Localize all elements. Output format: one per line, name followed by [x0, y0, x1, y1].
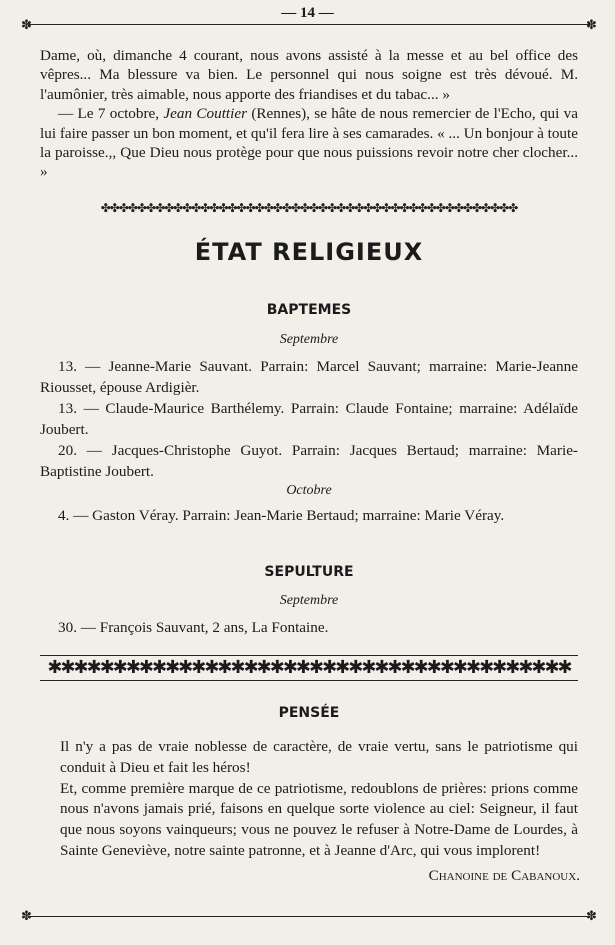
- sepulture-heading: SEPULTURE: [264, 564, 354, 580]
- list-item: 13. — Claude-Maurice Barthélemy. Parrain: Claude Fontaine; marraine: Adélaïde Joubert.: [40, 400, 578, 438]
- soldier-name: Jean Couttier: [163, 105, 248, 123]
- ornament-divider: ✤✤✤✤✤✤✤✤✤✤✤✤✤✤✤✤✤✤✤✤✤✤✤✤✤✤✤✤✤✤✤✤✤✤✤✤✤✤✤✤✤✤✤✤✤✤: [100, 201, 518, 215]
- baptemes-list: [40, 505, 578, 526]
- month-heading: Septembre: [279, 332, 339, 347]
- list-item: 4. — Gaston Véray. Parrain: Jean-Marie Bertaud; marraine: Marie Véray.: [58, 507, 505, 524]
- page-number: — 14 —: [281, 5, 334, 21]
- list-item: 20. — Jacques-Christophe Guyot. Parrain: Jacques Bertaud; marraine: Marie-Baptistine Joubert.: [40, 442, 578, 480]
- month-heading: Octobre: [286, 483, 332, 498]
- star-divider: ✱✱✱✱✱✱✱✱✱✱✱✱✱✱✱✱✱✱✱✱✱✱✱✱✱✱✱✱✱✱✱✱✱✱✱✱✱✱✱✱: [40, 655, 578, 681]
- corner-ornament-icon: ✽: [21, 17, 32, 32]
- letter-text: — Le 7 octobre,: [58, 105, 164, 123]
- pensee-paragraph: Et, comme première marque de ce patriotisme, redoublons de prières: prions comme nous n'avons jamais prié, faisons en quelque sorte violence au ciel: Seigneur, il faut que nous soyons vainqueurs; vous ne pouvez le refuser à Notre-Dame de Lourdes, à Sainte Geneviève, notre sainte patronne, et à Jeanne d'Arc, qui vous implorent!: [60, 779, 578, 859]
- signature: Chanoine de Cabanoux.: [428, 867, 580, 884]
- corner-ornament-icon: ✽: [586, 17, 597, 32]
- letter-text: (Rennes), se hâte de nous remercier de l'Echo, qui va lui faire passer un bon moment, et qu'il fera lire à ses camarades. « ... Un bonjour à toute la paroisse.,, Que Dieu nous protège pour que nous puissions revoir notre cher clocher... »: [40, 105, 578, 181]
- sepulture-list: [40, 617, 578, 638]
- list-item: 30. — François Sauvant, 2 ans, La Fontaine.: [58, 619, 329, 636]
- letter-section: [40, 46, 578, 182]
- baptemes-list: [40, 356, 578, 482]
- pensee-section: [60, 737, 578, 862]
- baptemes-heading: BAPTEMES: [266, 302, 352, 318]
- letter-paragraph: Dame, où, dimanche 4 courant, nous avons assisté à la messe et au bel office des vêpres... Ma blessure va bien. Le personnel qui nous soigne est très dévoué. M. l'aumônier, très aimable, nous apporte des friandises et du tabac... »: [40, 47, 578, 103]
- corner-ornament-icon: ✽: [21, 908, 32, 923]
- pensee-heading: PENSÉE: [278, 705, 340, 721]
- letter-paragraph: [40, 104, 578, 182]
- corner-ornament-icon: ✽: [586, 908, 597, 923]
- pensee-paragraph: Il n'y a pas de vraie noblesse de caractère, de vraie vertu, sans le patriotisme qui conduit à Dieu et fait les héros!: [60, 738, 578, 776]
- list-item: 13. — Jeanne-Marie Sauvant. Parrain: Marcel Sauvant; marraine: Marie-Jeanne Riousset, épouse Ardigièr.: [40, 358, 578, 396]
- page-title: ÉTAT RELIGIEUX: [194, 238, 424, 266]
- month-heading: Septembre: [279, 593, 339, 608]
